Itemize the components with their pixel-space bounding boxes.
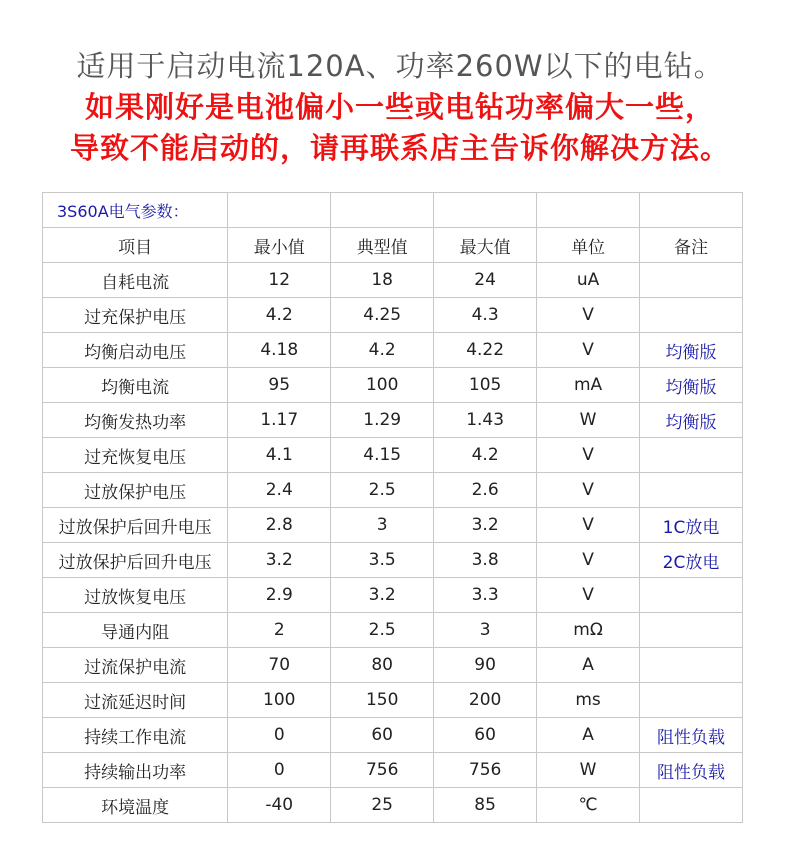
cell-note: 均衡版 bbox=[640, 403, 743, 438]
cell-typ: 1.29 bbox=[331, 403, 434, 438]
cell-min: 2.9 bbox=[228, 578, 331, 613]
cell-min: 0 bbox=[228, 753, 331, 788]
cell-unit: ℃ bbox=[537, 788, 640, 823]
cell-min: 4.2 bbox=[228, 298, 331, 333]
cell-unit: V bbox=[537, 473, 640, 508]
cell-max: 3 bbox=[434, 613, 537, 648]
table-row bbox=[43, 508, 743, 543]
cell-note bbox=[640, 473, 743, 508]
table-row bbox=[43, 613, 743, 648]
table-row bbox=[43, 298, 743, 333]
table-row bbox=[43, 438, 743, 473]
cell-note bbox=[640, 298, 743, 333]
table-row bbox=[43, 333, 743, 368]
table-header-row bbox=[43, 228, 743, 263]
cell-item: 过流延迟时间 bbox=[43, 683, 228, 718]
cell-max: 4.2 bbox=[434, 438, 537, 473]
cell-max: 85 bbox=[434, 788, 537, 823]
table-row bbox=[43, 543, 743, 578]
cell-note bbox=[640, 438, 743, 473]
table-row bbox=[43, 578, 743, 613]
table-row bbox=[43, 473, 743, 508]
cell-note: 阻性负载 bbox=[640, 718, 743, 753]
cell-unit: V bbox=[537, 438, 640, 473]
cell-typ: 3.5 bbox=[331, 543, 434, 578]
cell-item: 过充保护电压 bbox=[43, 298, 228, 333]
headline-applicability: 适用于启动电流120A、功率260W以下的电钻。 bbox=[76, 49, 724, 83]
cell-unit: W bbox=[537, 753, 640, 788]
cell-min: 70 bbox=[228, 648, 331, 683]
cell-unit: mΩ bbox=[537, 613, 640, 648]
cell-min: 4.18 bbox=[228, 333, 331, 368]
cell-unit: mA bbox=[537, 368, 640, 403]
cell-note: 2C放电 bbox=[640, 543, 743, 578]
cell-typ: 80 bbox=[331, 648, 434, 683]
headline-warning: 如果刚好是电池偏小一些或电钻功率偏大一些， bbox=[84, 90, 715, 124]
cell-typ: 100 bbox=[331, 368, 434, 403]
empty-cell bbox=[434, 193, 537, 228]
cell-note: 阻性负载 bbox=[640, 753, 743, 788]
cell-note: 均衡版 bbox=[640, 368, 743, 403]
electrical-parameters-table bbox=[42, 192, 743, 823]
cell-item: 过放恢复电压 bbox=[43, 578, 228, 613]
table-row bbox=[43, 368, 743, 403]
cell-item: 持续输出功率 bbox=[43, 753, 228, 788]
cell-item: 均衡发热功率 bbox=[43, 403, 228, 438]
cell-min: 0 bbox=[228, 718, 331, 753]
cell-min: 2 bbox=[228, 613, 331, 648]
cell-typ: 2.5 bbox=[331, 613, 434, 648]
empty-cell bbox=[331, 193, 434, 228]
table-row bbox=[43, 718, 743, 753]
table-row bbox=[43, 753, 743, 788]
cell-typ: 4.15 bbox=[331, 438, 434, 473]
cell-max: 2.6 bbox=[434, 473, 537, 508]
cell-max: 3.2 bbox=[434, 508, 537, 543]
cell-note: 1C放电 bbox=[640, 508, 743, 543]
cell-max: 4.3 bbox=[434, 298, 537, 333]
cell-max: 4.22 bbox=[434, 333, 537, 368]
cell-unit: uA bbox=[537, 263, 640, 298]
cell-max: 756 bbox=[434, 753, 537, 788]
cell-note bbox=[640, 263, 743, 298]
table-row bbox=[43, 788, 743, 823]
header-note: 备注 bbox=[640, 228, 743, 263]
cell-max: 200 bbox=[434, 683, 537, 718]
cell-max: 105 bbox=[434, 368, 537, 403]
cell-item: 自耗电流 bbox=[43, 263, 228, 298]
header-typ: 典型值 bbox=[331, 228, 434, 263]
cell-unit: V bbox=[537, 543, 640, 578]
cell-typ: 18 bbox=[331, 263, 434, 298]
cell-unit: V bbox=[537, 508, 640, 543]
cell-unit: ms bbox=[537, 683, 640, 718]
empty-cell bbox=[640, 193, 743, 228]
header-item: 项目 bbox=[43, 228, 228, 263]
cell-max: 60 bbox=[434, 718, 537, 753]
empty-cell bbox=[537, 193, 640, 228]
cell-item: 过放保护电压 bbox=[43, 473, 228, 508]
cell-item: 均衡电流 bbox=[43, 368, 228, 403]
cell-typ: 3 bbox=[331, 508, 434, 543]
cell-typ: 25 bbox=[331, 788, 434, 823]
cell-note: 均衡版 bbox=[640, 333, 743, 368]
cell-typ: 4.25 bbox=[331, 298, 434, 333]
cell-typ: 60 bbox=[331, 718, 434, 753]
cell-item: 均衡启动电压 bbox=[43, 333, 228, 368]
header-unit: 单位 bbox=[537, 228, 640, 263]
cell-typ: 2.5 bbox=[331, 473, 434, 508]
cell-item: 过充恢复电压 bbox=[43, 438, 228, 473]
cell-item: 环境温度 bbox=[43, 788, 228, 823]
cell-max: 90 bbox=[434, 648, 537, 683]
table-row bbox=[43, 648, 743, 683]
table-row bbox=[43, 683, 743, 718]
cell-item: 持续工作电流 bbox=[43, 718, 228, 753]
header-max: 最大值 bbox=[434, 228, 537, 263]
cell-unit: V bbox=[537, 578, 640, 613]
cell-unit: A bbox=[537, 648, 640, 683]
cell-unit: A bbox=[537, 718, 640, 753]
header-min: 最小值 bbox=[228, 228, 331, 263]
cell-min: 2.8 bbox=[228, 508, 331, 543]
cell-min: 4.1 bbox=[228, 438, 331, 473]
cell-note bbox=[640, 613, 743, 648]
table-caption-row bbox=[43, 193, 743, 228]
cell-max: 3.8 bbox=[434, 543, 537, 578]
cell-min: -40 bbox=[228, 788, 331, 823]
cell-max: 3.3 bbox=[434, 578, 537, 613]
cell-item: 过放保护后回升电压 bbox=[43, 508, 228, 543]
cell-note bbox=[640, 788, 743, 823]
cell-note bbox=[640, 683, 743, 718]
cell-unit: V bbox=[537, 298, 640, 333]
headline-contact-note: 导致不能启动的，请再联系店主告诉你解决方法。 bbox=[69, 131, 730, 165]
cell-note bbox=[640, 578, 743, 613]
cell-unit: V bbox=[537, 333, 640, 368]
cell-min: 12 bbox=[228, 263, 331, 298]
cell-note bbox=[640, 648, 743, 683]
cell-min: 1.17 bbox=[228, 403, 331, 438]
cell-typ: 3.2 bbox=[331, 578, 434, 613]
cell-min: 3.2 bbox=[228, 543, 331, 578]
cell-min: 100 bbox=[228, 683, 331, 718]
cell-max: 24 bbox=[434, 263, 537, 298]
cell-max: 1.43 bbox=[434, 403, 537, 438]
cell-item: 过放保护后回升电压 bbox=[43, 543, 228, 578]
table-body bbox=[43, 193, 743, 823]
table-caption: 3S60A电气参数： bbox=[43, 193, 228, 228]
cell-item: 导通内阻 bbox=[43, 613, 228, 648]
table-row bbox=[43, 263, 743, 298]
cell-unit: W bbox=[537, 403, 640, 438]
empty-cell bbox=[228, 193, 331, 228]
cell-min: 2.4 bbox=[228, 473, 331, 508]
table-row bbox=[43, 403, 743, 438]
cell-typ: 756 bbox=[331, 753, 434, 788]
cell-item: 过流保护电流 bbox=[43, 648, 228, 683]
cell-min: 95 bbox=[228, 368, 331, 403]
cell-typ: 150 bbox=[331, 683, 434, 718]
cell-typ: 4.2 bbox=[331, 333, 434, 368]
